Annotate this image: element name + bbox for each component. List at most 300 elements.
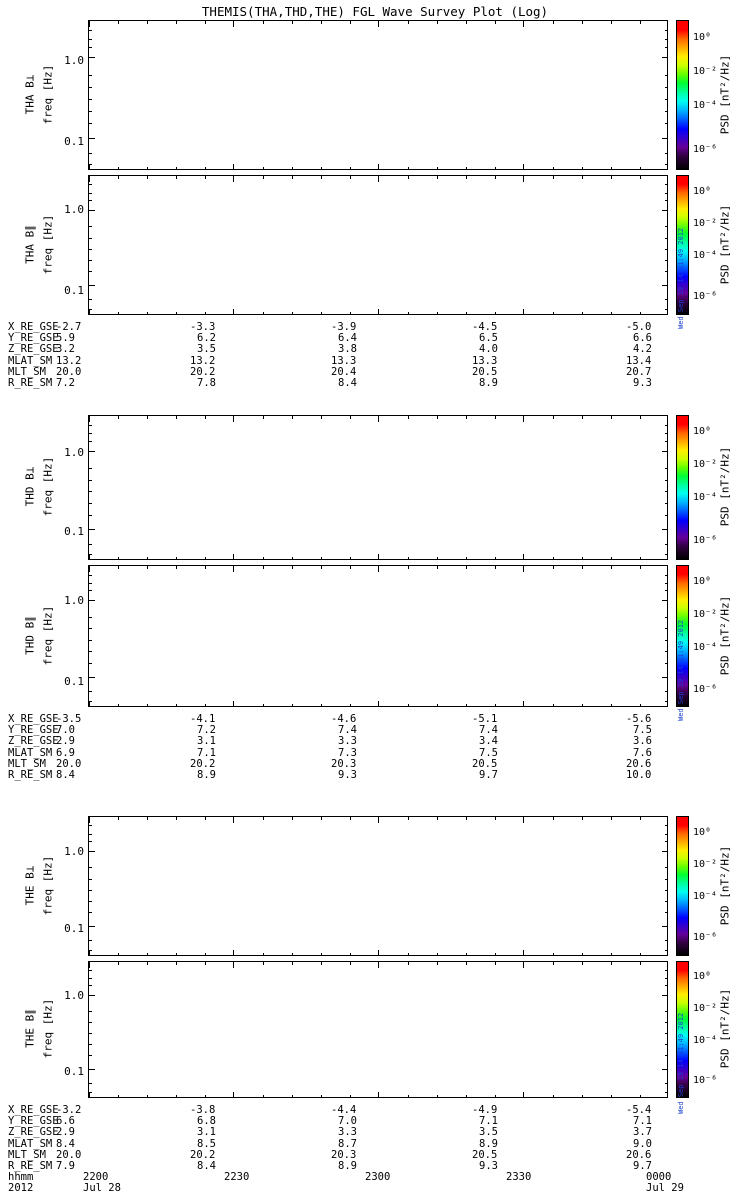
axis-tick-minor [292, 557, 293, 560]
axis-tick-minor [665, 123, 668, 124]
coord-value: 9.3 [633, 376, 652, 389]
axis-tick-minor [321, 704, 322, 707]
axis-tick-minor [292, 21, 293, 24]
axis-tick [89, 566, 90, 572]
axis-tick-minor [408, 167, 409, 170]
axis-tick-minor [350, 953, 351, 956]
axis-tick-minor [437, 817, 438, 820]
coord-value: 20.5 [472, 757, 498, 770]
axis-tick-minor [147, 704, 148, 707]
axis-tick-minor [118, 557, 119, 560]
coord-value: 20.0 [56, 757, 82, 770]
axis-tick-minor [408, 953, 409, 956]
axis-tick-minor [321, 1095, 322, 1098]
coord-row [8, 343, 708, 354]
coord-value: 20.0 [56, 365, 82, 378]
coord-value: 7.9 [56, 1159, 75, 1172]
coord-value: -5.1 [472, 713, 498, 725]
axis-tick-minor [665, 628, 668, 629]
colorbar-gradient [677, 21, 688, 169]
axis-tick [667, 176, 668, 182]
axis-tick-minor [89, 441, 92, 442]
axis-tick-minor [611, 557, 612, 560]
time-tick: 2330 [506, 1171, 532, 1184]
render-timestamp-the: Wed Sep 19 14:31:49 2012 [677, 1012, 685, 1114]
coord-row [8, 769, 708, 780]
axis-tick-minor [582, 176, 583, 179]
coord-value: 4.2 [633, 343, 652, 356]
axis-tick-minor [437, 1095, 438, 1098]
axis-tick-minor [350, 176, 351, 179]
axis-tick [233, 1092, 234, 1098]
axis-tick-minor [89, 299, 92, 300]
axis-tick-minor [665, 1033, 668, 1034]
axis-tick-minor [89, 153, 92, 154]
coord-value: 3.8 [338, 343, 357, 356]
axis-tick-minor [611, 953, 612, 956]
the-coords [8, 1104, 708, 1194]
axis-tick-minor [495, 704, 496, 707]
axis-tick [667, 416, 668, 422]
colorbar-thd-bpar-tick-3: 10⁻⁴ [693, 642, 718, 653]
axis-tick [662, 285, 668, 286]
axis-tick-minor [350, 817, 351, 820]
axis-tick-minor [89, 544, 92, 545]
coord-value: -3.9 [331, 321, 357, 333]
coord-value: 7.0 [56, 724, 75, 737]
coord-value: 13.2 [190, 354, 216, 367]
axis-tick-minor [118, 566, 119, 569]
axis-tick [378, 164, 379, 170]
axis-tick-minor [147, 176, 148, 179]
axis-tick-minor [89, 249, 92, 250]
axis-tick-minor [350, 21, 351, 24]
axis-tick-minor [408, 817, 409, 820]
axis-tick [378, 21, 379, 27]
axis-tick-minor [466, 416, 467, 419]
axis-tick-minor [495, 176, 496, 179]
axis-tick-minor [263, 21, 264, 24]
axis-tick [662, 57, 668, 58]
axis-tick-minor [665, 950, 668, 951]
axis-tick [89, 995, 95, 996]
axis-tick [378, 566, 379, 572]
axis-tick [378, 950, 379, 956]
axis-tick-minor [263, 1095, 264, 1098]
coord-row [8, 713, 708, 724]
axis-tick-minor [89, 123, 92, 124]
coord-value: 7.1 [197, 746, 216, 759]
axis-tick [89, 451, 95, 452]
panel-thd-bperp [88, 415, 668, 560]
axis-tick-minor [665, 260, 668, 261]
axis-tick-minor [611, 416, 612, 419]
coord-row [8, 1115, 708, 1126]
axis-tick-minor [350, 704, 351, 707]
axis-tick-minor [665, 164, 668, 165]
axis-tick-minor [205, 416, 206, 419]
time-axis-label: hhmm [8, 1171, 34, 1184]
axis-tick [378, 701, 379, 707]
axis-tick-minor [582, 566, 583, 569]
coord-value: 7.8 [197, 376, 216, 389]
date-row [8, 1182, 708, 1193]
axis-tick [233, 554, 234, 560]
coord-value: 8.9 [197, 768, 216, 781]
coord-value: 8.4 [56, 768, 75, 781]
axis-tick [89, 529, 95, 530]
axis-tick-minor [466, 176, 467, 179]
coord-label: R_RE_SM [8, 1159, 53, 1172]
coord-value: 7.0 [338, 1115, 357, 1128]
axis-tick-minor [176, 566, 177, 569]
axis-tick [662, 138, 668, 139]
axis-tick-minor [582, 312, 583, 315]
colorbar-tha-bperp-tick-1: 10⁰ [693, 32, 712, 43]
time-tick: 2200 [83, 1171, 109, 1184]
coord-value: -3.8 [190, 1104, 216, 1116]
axis-tick-minor [553, 21, 554, 24]
coord-row [8, 366, 708, 377]
axis-tick-minor [665, 271, 668, 272]
axis-tick-minor [437, 704, 438, 707]
axis-tick-minor [553, 557, 554, 560]
axis-tick [523, 701, 524, 707]
axis-tick-minor [582, 962, 583, 965]
axis-tick [233, 817, 234, 823]
axis-tick-minor [582, 21, 583, 24]
axis-tick-minor [176, 557, 177, 560]
coord-value: 7.3 [338, 746, 357, 759]
coord-value: 6.6 [633, 332, 652, 345]
axis-tick-minor [89, 468, 92, 469]
colorbar-the-bperp-tick-3: 10⁻⁴ [693, 891, 718, 902]
axis-tick-minor [665, 309, 668, 310]
axis-tick-minor [665, 184, 668, 185]
axis-tick-minor [263, 817, 264, 820]
coord-value: 7.5 [479, 746, 498, 759]
axis-tick-minor [466, 953, 467, 956]
coord-value: 7.1 [479, 1115, 498, 1128]
axis-tick [378, 176, 379, 182]
axis-tick-minor [611, 704, 612, 707]
coord-value: 8.9 [479, 1137, 498, 1150]
axis-tick-minor [665, 249, 668, 250]
axis-tick-minor [665, 544, 668, 545]
axis-tick-minor [665, 940, 668, 941]
axis-tick-minor [553, 953, 554, 956]
axis-tick-minor [321, 557, 322, 560]
axis-tick-minor [89, 825, 92, 826]
axis-tick-minor [665, 433, 668, 434]
axis-tick-minor [437, 953, 438, 956]
axis-tick-minor [640, 312, 641, 315]
colorbar-the-bpar-tick-3: 10⁻⁴ [693, 1035, 718, 1046]
colorbar-tha-bperp-label: PSD [nT²/Hz] [718, 54, 732, 135]
coord-value: 20.5 [472, 365, 498, 378]
axis-tick [523, 554, 524, 560]
axis-tick-minor [640, 953, 641, 956]
axis-tick-minor [640, 176, 641, 179]
axis-tick-minor [321, 962, 322, 965]
axis-tick [662, 451, 668, 452]
coord-value: 20.6 [626, 757, 652, 770]
coord-value: 4.0 [479, 343, 498, 356]
axis-tick-minor [408, 557, 409, 560]
axis-tick [378, 962, 379, 968]
axis-tick-minor [665, 468, 668, 469]
axis-tick-minor [263, 176, 264, 179]
colorbar-thd-bperp-tick-1: 10⁰ [693, 426, 712, 437]
colorbar-thd-bpar-tick-1: 10⁰ [693, 576, 712, 587]
time-tick: 0000 [646, 1171, 672, 1184]
coord-value: -2.7 [56, 321, 82, 333]
colorbar-thd-bperp [676, 415, 689, 560]
axis-tick-minor [640, 962, 641, 965]
coord-value: 9.7 [633, 1159, 652, 1172]
axis-tick-minor [665, 1083, 668, 1084]
colorbar-the-bperp-tick-4: 10⁻⁶ [693, 932, 718, 943]
coord-value: 20.6 [626, 1148, 652, 1161]
panel-tha-bperp-ylabel-top: THA B⊥ [23, 74, 37, 115]
axis-tick-minor [89, 890, 92, 891]
axis-tick [233, 309, 234, 315]
coord-value: -4.1 [190, 713, 216, 725]
axis-tick-minor [147, 167, 148, 170]
coord-value: 20.2 [190, 757, 216, 770]
axis-tick [233, 950, 234, 956]
coord-label: X_RE_GSE [8, 713, 59, 725]
axis-tick [378, 1092, 379, 1098]
axis-tick [523, 962, 524, 968]
axis-tick-minor [350, 557, 351, 560]
coord-label: Z_RE_GSE [8, 343, 59, 356]
axis-tick-minor [89, 47, 92, 48]
axis-tick-minor [582, 953, 583, 956]
panel-the-bpar [88, 961, 668, 1098]
axis-tick-minor [176, 176, 177, 179]
tha-coords [8, 321, 708, 388]
axis-tick-minor [89, 260, 92, 261]
axis-tick-minor [89, 628, 92, 629]
axis-tick-minor [611, 962, 612, 965]
coord-value: 9.3 [338, 768, 357, 781]
axis-tick-minor [118, 704, 119, 707]
axis-tick [89, 1069, 95, 1070]
colorbar-tha-bperp-tick-3: 10⁻⁴ [693, 100, 718, 111]
axis-tick-minor [553, 176, 554, 179]
axis-tick-minor [89, 834, 92, 835]
colorbar-thd-bpar-tick-2: 10⁻² [693, 609, 718, 620]
axis-tick-minor [665, 867, 668, 868]
axis-tick-minor [665, 554, 668, 555]
axis-tick-minor [205, 176, 206, 179]
axis-tick-minor [292, 416, 293, 419]
axis-tick-minor [321, 416, 322, 419]
coord-value: 8.9 [338, 1159, 357, 1172]
axis-tick [667, 554, 668, 560]
axis-tick-minor [89, 1055, 92, 1056]
axis-tick-minor [665, 1044, 668, 1045]
axis-tick-minor [89, 583, 92, 584]
axis-tick-minor [89, 640, 92, 641]
coord-label: MLT_SM [8, 365, 46, 378]
coord-value: -3.5 [56, 713, 82, 725]
coord-value: -4.4 [331, 1104, 357, 1116]
coord-value: 20.2 [190, 365, 216, 378]
axis-tick-minor [176, 21, 177, 24]
axis-tick [667, 701, 668, 707]
axis-tick-minor [118, 416, 119, 419]
axis-tick-minor [321, 21, 322, 24]
coord-row [8, 1149, 708, 1160]
axis-tick-minor [665, 503, 668, 504]
coord-value: -5.6 [626, 713, 652, 725]
colorbar-tha-bperp-tick-2: 10⁻² [693, 66, 718, 77]
colorbar-tha-bperp-tick-4: 10⁻⁶ [693, 144, 718, 155]
time-tick: 2230 [224, 1171, 250, 1184]
axis-tick-minor [437, 962, 438, 965]
coord-label: Y_RE_GSE [8, 332, 59, 345]
render-timestamp-thd: Wed Sep 19 14:31:49 2012 [677, 619, 685, 721]
panel-the-bpar-ylabel-bottom: freq [Hz] [41, 998, 55, 1059]
colorbar-tha-bperp [676, 20, 689, 170]
coord-value: 13.2 [56, 354, 82, 367]
colorbar-tha-bpar-tick-3: 10⁻⁴ [693, 250, 718, 261]
coord-value: 3.6 [633, 735, 652, 748]
coord-label: Y_RE_GSE [8, 724, 59, 737]
axis-tick-minor [665, 1092, 668, 1093]
axis-tick-minor [553, 312, 554, 315]
axis-tick-minor [263, 167, 264, 170]
axis-tick [523, 309, 524, 315]
axis-tick-minor [89, 503, 92, 504]
axis-tick-minor [553, 416, 554, 419]
axis-tick-minor [89, 1092, 92, 1093]
axis-tick-minor [292, 566, 293, 569]
axis-tick-minor [118, 167, 119, 170]
axis-tick-minor [321, 312, 322, 315]
axis-tick-minor [89, 238, 92, 239]
axis-tick-minor [582, 557, 583, 560]
colorbar-the-bpar-tick-2: 10⁻² [693, 1003, 718, 1014]
coord-value: 9.7 [479, 768, 498, 781]
coord-label: X_RE_GSE [8, 321, 59, 333]
axis-tick-minor [582, 416, 583, 419]
axis-tick [662, 995, 668, 996]
axis-tick-minor [665, 39, 668, 40]
axis-tick-minor [89, 651, 92, 652]
axis-tick [667, 566, 668, 572]
axis-tick [523, 416, 524, 422]
axis-tick-minor [408, 566, 409, 569]
axis-tick-minor [665, 1022, 668, 1023]
axis-tick-minor [408, 21, 409, 24]
axis-tick-minor [350, 167, 351, 170]
axis-tick [378, 554, 379, 560]
axis-tick-minor [665, 701, 668, 702]
axis-tick-minor [89, 978, 92, 979]
axis-tick-minor [553, 817, 554, 820]
coord-value: 20.0 [56, 1148, 82, 1161]
axis-tick-minor [89, 950, 92, 951]
coord-row [8, 1126, 708, 1137]
colorbar-the-bpar-tick-1: 10⁰ [693, 971, 712, 982]
axis-tick-minor [408, 176, 409, 179]
axis-tick-minor [665, 912, 668, 913]
axis-tick [89, 926, 95, 927]
axis-tick-minor [665, 87, 668, 88]
colorbar-tha-bpar-tick-1: 10⁰ [693, 186, 712, 197]
axis-tick-minor [350, 1095, 351, 1098]
axis-tick-minor [321, 566, 322, 569]
axis-tick-minor [205, 167, 206, 170]
axis-tick-minor [611, 817, 612, 820]
page-title: THEMIS(THA,THD,THE) FGL Wave Survey Plot (Log) [201, 4, 549, 19]
coord-value: 9.0 [633, 1137, 652, 1150]
panel-the-bpar-ylabel-top: THE B∥ [23, 1009, 37, 1048]
axis-tick-minor [89, 39, 92, 40]
coord-value: 20.3 [331, 757, 357, 770]
colorbar-thd-bpar-tick-4: 10⁻⁶ [693, 684, 718, 695]
axis-tick-minor [582, 1095, 583, 1098]
axis-tick-minor [118, 953, 119, 956]
axis-tick-minor [495, 953, 496, 956]
axis-tick-minor [640, 557, 641, 560]
axis-tick [89, 962, 90, 968]
axis-tick [667, 164, 668, 170]
panel-thd-bperp-ylabel-bottom: freq [Hz] [41, 456, 55, 517]
axis-tick-minor [292, 176, 293, 179]
coord-value: 20.5 [472, 1148, 498, 1161]
coord-label: R_RE_SM [8, 376, 53, 389]
axis-tick-minor [205, 557, 206, 560]
axis-tick-minor [89, 940, 92, 941]
coord-value: 8.4 [197, 1159, 216, 1172]
coord-label: MLT_SM [8, 757, 46, 770]
axis-tick-minor [350, 312, 351, 315]
panel-the-bperp [88, 816, 668, 956]
panel-tha-bpar-ytick-2: 0.1 [64, 284, 84, 297]
axis-tick-minor [495, 962, 496, 965]
axis-tick-minor [640, 1095, 641, 1098]
axis-tick [667, 21, 668, 27]
panel-thd-bpar-ylabel-bottom: freq [Hz] [41, 605, 55, 666]
coord-value: 6.8 [197, 1115, 216, 1128]
axis-tick-minor [665, 663, 668, 664]
panel-tha-bperp-ytick-2: 0.1 [64, 135, 84, 148]
coord-row [8, 747, 708, 758]
axis-tick [662, 851, 668, 852]
axis-tick-minor [640, 21, 641, 24]
colorbar-the-bperp-tick-2: 10⁻² [693, 859, 718, 870]
axis-tick-minor [118, 312, 119, 315]
axis-tick-minor [292, 167, 293, 170]
axis-tick-minor [611, 312, 612, 315]
axis-tick-minor [495, 167, 496, 170]
axis-tick [89, 851, 95, 852]
coord-label: MLAT_SM [8, 354, 53, 367]
coord-row [8, 735, 708, 746]
axis-tick-minor [321, 817, 322, 820]
coord-label: X_RE_GSE [8, 1104, 59, 1116]
axis-tick-minor [408, 416, 409, 419]
axis-tick-minor [89, 1022, 92, 1023]
axis-tick-minor [665, 651, 668, 652]
axis-tick-minor [553, 566, 554, 569]
colorbar-the-bperp-tick-1: 10⁰ [693, 827, 712, 838]
axis-tick-minor [665, 238, 668, 239]
